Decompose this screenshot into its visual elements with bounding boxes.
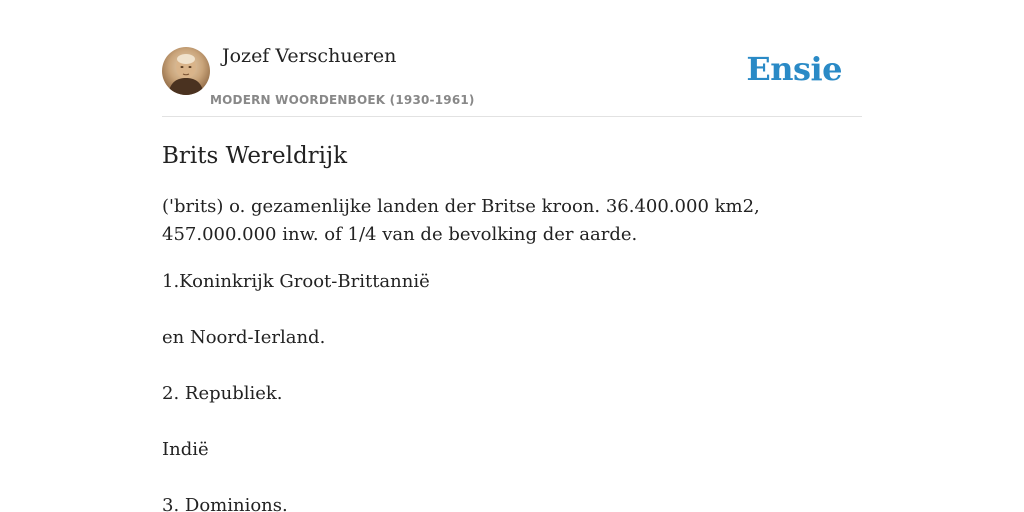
page (162, 0, 862, 512)
entry-item: 2. Republiek. (162, 383, 283, 404)
portrait-icon (162, 47, 210, 95)
entry-item: Indië (162, 439, 209, 460)
entry-item: 1.Koninkrijk Groot-Brittannië (162, 271, 430, 292)
author-name[interactable]: Jozef Verschueren (222, 45, 397, 67)
header (162, 0, 862, 117)
entry-title: Brits Wereldrijk (162, 143, 348, 169)
entry-items (162, 268, 862, 512)
entry-definition: ('brits) o. gezamenlijke landen der Britse kroon. 36.400.000 km2, 457.000.000 inw. of 1/4 van de bevolking der aarde. (162, 196, 760, 245)
author-avatar[interactable] (162, 47, 210, 95)
ensie-logo[interactable]: Ensie (746, 50, 842, 88)
book-title[interactable]: MODERN WOORDENBOEK (1930-1961) (210, 93, 475, 107)
entry-item: 3. Dominions. (162, 495, 288, 512)
entry-item: en Noord-Ierland. (162, 327, 326, 348)
